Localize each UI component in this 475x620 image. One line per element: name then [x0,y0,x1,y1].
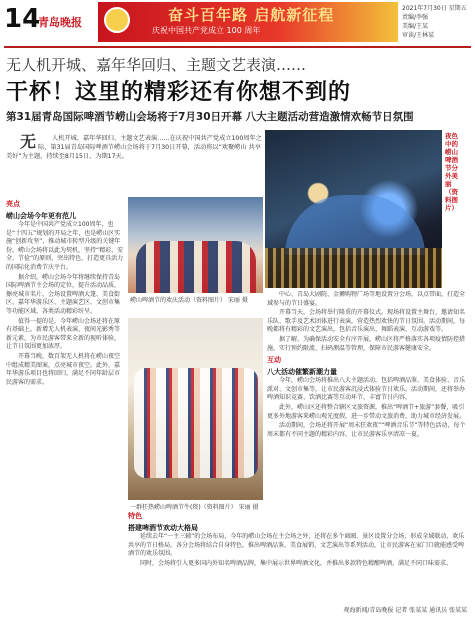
article-headline: 干杯！这里的精彩还有你想不到的 [6,80,352,105]
column-1 [6,197,124,615]
article-credit: 观海新闻/青岛晚报 记者 张某某 通讯员 张某某 [343,607,467,614]
beer-girls-photo-caption: 一群狂热崂山啤酒节牛(资)（资料图片） 宋丽 摄 [130,504,259,511]
issue-meta [402,4,467,40]
section-2-paragraph: 同时，会场将引入更多国内外知名啤酒品牌，集中展示世界啤酒文化，并推出多款特色精酿啤酒，满足不同口味需求。 [140,559,453,567]
venue-lights [265,248,442,288]
banner-subtitle: 庆祝中国共产党成立 100 周年 [152,26,261,35]
section-1-paragraph: 值得一提的是，今年崂山会场还将在原有基础上，新增无人机表演、夜间光影秀等新元素，为市民游客带来全新的视听体验，让节日氛围更加浓厚。 [6,317,121,351]
banner-title: 奋斗百年路 启航新征程 [168,6,335,24]
designer: 美编/王某 [402,23,429,30]
article-subhead: 第31届青岛国际啤酒节崂山会场将于7月30日开幕 八大主题活动营造激情欢畅节日氛围 [6,111,414,123]
page-header [0,0,475,50]
section-1-title: 崂山会场今年更有范儿 [6,212,76,220]
section-1-paragraph: 据介绍，崂山会场今年将继续保持青岛国际啤酒节主会场的定位，提升活动品质，擦亮城市名片。会场设置啤酒大篷、美食街区、嘉年华游乐区、主题演艺区、文创市集等功能区域，各类活动精彩纷呈。 [6,273,121,315]
article-kicker: 无人机开城、嘉年华回归、主题文艺表演…… [6,56,307,74]
section-3-paragraph: 据了解，为确保活动安全有序开展，崂山区将严格落实各项疫情防控措施，实行预约限流、扫码测温等管理，保障市民游客健康安全。 [267,335,466,352]
night-venue-photo [265,130,442,288]
main-photo-caption: 夜色中的崂山啤酒节分外美丽（资料图片） [445,132,458,212]
section-1-paragraph: 开幕当晚，数百架无人机将在崂山夜空中组成精美图案，点亮城市夜空。此外，嘉年华游乐项目也将回归，满足不同年龄层市民游客的需求。 [6,352,121,386]
header-rule [4,46,471,48]
issue-date: 2021年7月30日 星期五 [402,5,467,12]
section-2-paragraph: 延续去年“一主三辅”的会场布局，今年的崂山会场在主会场之外，还将在多个商圈、景区设置分会场，形成全域联动、欢乐共享的节日格局。各分会场将结合自身特色，推出啤酒品鉴、美食展销、文艺演出等系列活动，让市民游客在家门口就能感受啤酒节的欢乐氛围。 [128,533,465,558]
masthead: 青岛晚报 [38,16,82,29]
section-3-paragraph: 活动期间，会场还将开展“周末狂欢夜”“啤酒音乐节”等特色活动，每个周末都有不同主题的精彩内容，让市民游客乐享清凉一夏。 [267,422,466,438]
crowd-figures [136,241,256,293]
party-emblem-icon [104,7,130,33]
section-3-paragraph: 中心、青岛大剧院、金狮购物广场等地设置分会场，以点带面，打造全域参与的节日盛宴。 [267,291,466,307]
section-3-label: 互动 [267,356,281,365]
section-1-paragraph: 今年是中国共产党成立100周年，也是“十四五”规划的开局之年，也是崂山区实施“创新攻坚”、推动城市转型升级的关键年份。崂山会场将以此为契机，坚持“精彩、安全、节俭”的原则，突出特色，打造更具活力的国际化消费节庆平台。 [6,221,124,271]
page-number: 14 [4,4,41,34]
section-2-label: 特色 [128,512,142,520]
column-2-bottom [128,509,467,615]
section-3-title: 八大活动催繁新潮力量 [267,368,337,377]
section-3-paragraph: 开幕当天，会场将举行隆重的开幕仪式。现场将设置主舞台，邀请知名乐队、歌手及艺术团体进行表演，营造热烈欢快的节日氛围。活动期间，每晚都将有精彩的文艺演出，包括音乐演出、舞蹈表演、互动游戏等。 [267,309,466,334]
celebration-photo-caption: 崂山啤酒节的欢庆活动（资料图片） 宋丽 摄 [130,297,248,304]
celebration-photo [128,197,263,293]
section-3-paragraph: 此外，崂山区还将整合辖区文旅资源，推出“啤酒节+旅游”套餐，吸引更多外地游客来崂山观光度假，进一步带动文旅消费，助力城市经济发展。 [267,403,466,420]
section-3-paragraph: 今年，崂山会场将推出八大主题活动，包括啤酒品鉴、美食体验、音乐派对、文创市集等，让市民游客沉浸式体验节日欢乐。活动期间，还将举办啤酒知识竞赛、饮酒比赛等互动环节，丰富节日内容。 [267,377,466,402]
section-2-title: 搭建啤酒节欢动大格局 [128,524,198,532]
beer-girls-photo [128,318,263,500]
performers-figures [134,368,258,478]
proofreader: 审读/王林某 [402,32,435,39]
section-1-label: 亮点 [6,200,20,208]
venue-dome [285,195,425,255]
editor: 责编/李强 [402,14,429,21]
article-lead: 无人机开城、嘉年华回归、主题文艺表演……在庆祝中国共产党成立100周年之际，第31届青岛国际啤酒节崂山会场将于7月30日开幕，活动将以“欢聚崂山 共享美好”为主题，持续至8月15日，为期17天。 [6,132,262,161]
